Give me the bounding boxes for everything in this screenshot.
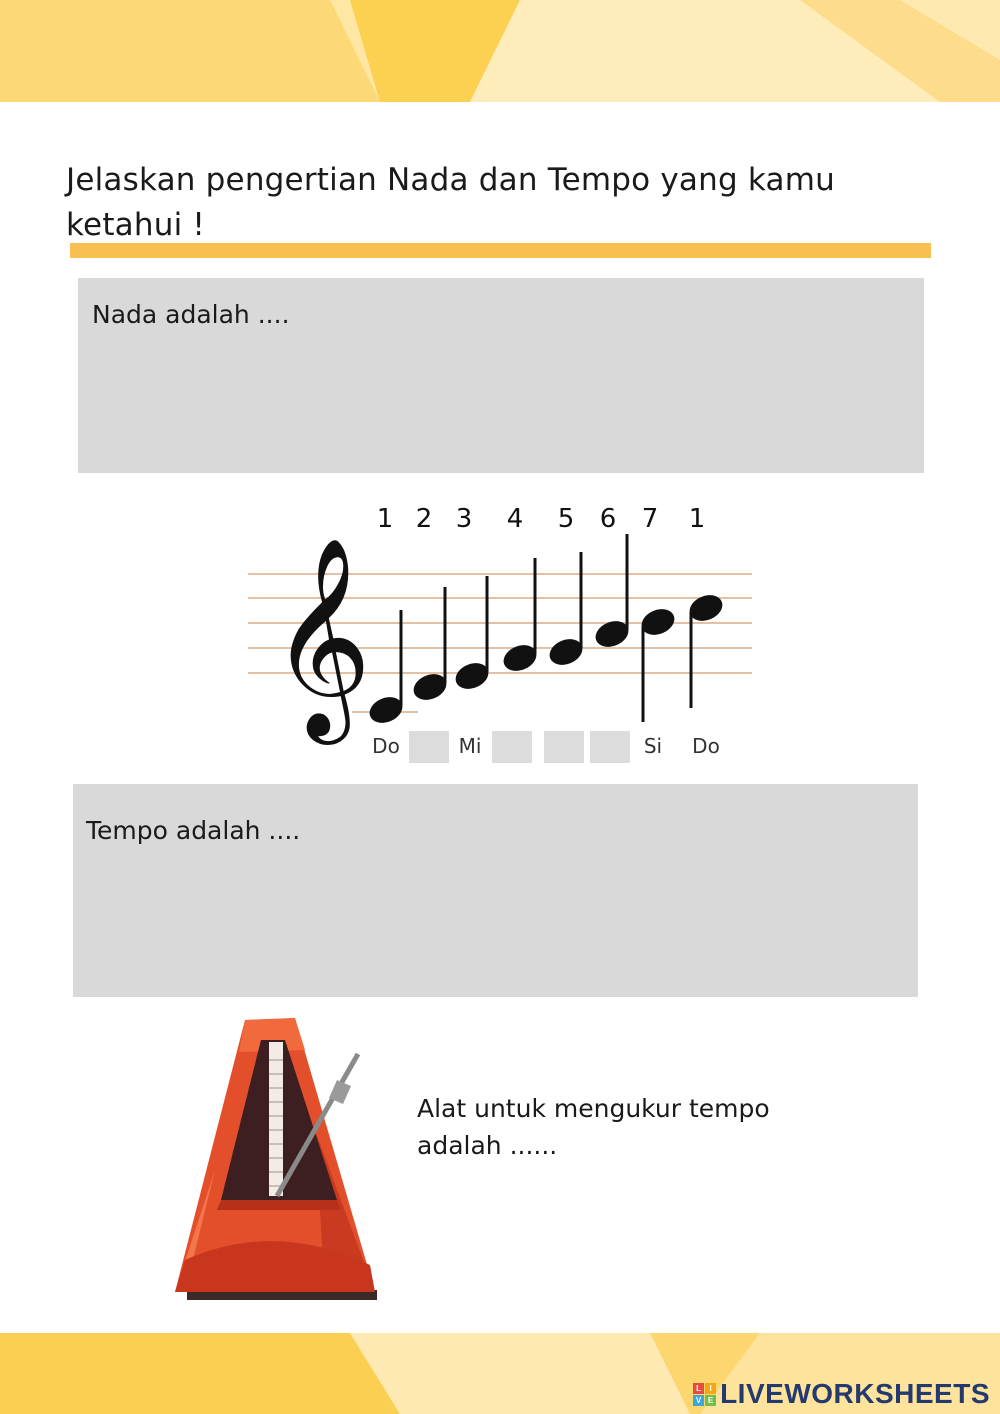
question-line-1: Jelaskan pengertian Nada dan Tempo yang kamu (66, 162, 835, 198)
alat-line-1: Alat untuk mengukur tempo (417, 1094, 770, 1123)
tempo-prompt: Tempo adalah .... (86, 816, 301, 845)
note-6 (592, 534, 633, 651)
note-5 (546, 552, 587, 669)
note-3 (452, 576, 493, 693)
logo-letter: V (693, 1395, 704, 1406)
logo-letter: L (693, 1383, 704, 1394)
solfege-labels (372, 731, 720, 763)
solfege-label-3: Mi (458, 734, 482, 758)
notes-group (366, 534, 727, 727)
scale-number-1: 1 (376, 504, 394, 534)
solfege-blank-4[interactable] (492, 731, 532, 763)
note-1 (366, 610, 407, 727)
note-8 (686, 591, 727, 708)
alat-line-2: adalah ...... (417, 1131, 558, 1160)
nada-answer-box[interactable] (78, 278, 924, 473)
logo-letter: I (705, 1383, 716, 1394)
scale-number-5: 5 (557, 504, 575, 534)
scale-number-3: 3 (455, 504, 473, 534)
solfege-blank-5[interactable] (544, 731, 584, 763)
question-heading (66, 158, 886, 248)
watermark-text: LIVEWORKSHEETS (720, 1378, 990, 1409)
logo-letter: E (705, 1395, 716, 1406)
scale-staff (240, 495, 760, 770)
metronome-icon (165, 1010, 380, 1305)
liveworksheets-logo-icon (693, 1383, 716, 1406)
solfege-label-1: Do (372, 734, 400, 758)
nada-prompt: Nada adalah .... (92, 300, 290, 329)
scale-number-7: 7 (641, 504, 659, 534)
solfege-label-7: Si (643, 734, 663, 758)
solfege-label-8: Do (692, 734, 720, 758)
solfege-blank-2[interactable] (409, 731, 449, 763)
svg-text:𝄞: 𝄞 (270, 535, 372, 736)
note-7 (638, 605, 679, 722)
solfege-blank-6[interactable] (590, 731, 630, 763)
top-decorative-band (0, 0, 1000, 102)
metronome-question (417, 1090, 837, 1164)
treble-clef-icon (270, 535, 372, 745)
scale-numbers (377, 504, 706, 534)
scale-number-6: 6 (599, 504, 617, 534)
scale-number-2: 2 (415, 504, 433, 534)
question-line-2: ketahui ! (66, 207, 206, 243)
liveworksheets-watermark (693, 1376, 990, 1412)
scale-number-4: 4 (506, 504, 524, 534)
tempo-answer-box[interactable] (73, 784, 918, 997)
note-4 (500, 558, 541, 675)
note-2 (410, 587, 451, 704)
scale-number-8: 1 (688, 504, 706, 534)
heading-underline (70, 243, 931, 258)
